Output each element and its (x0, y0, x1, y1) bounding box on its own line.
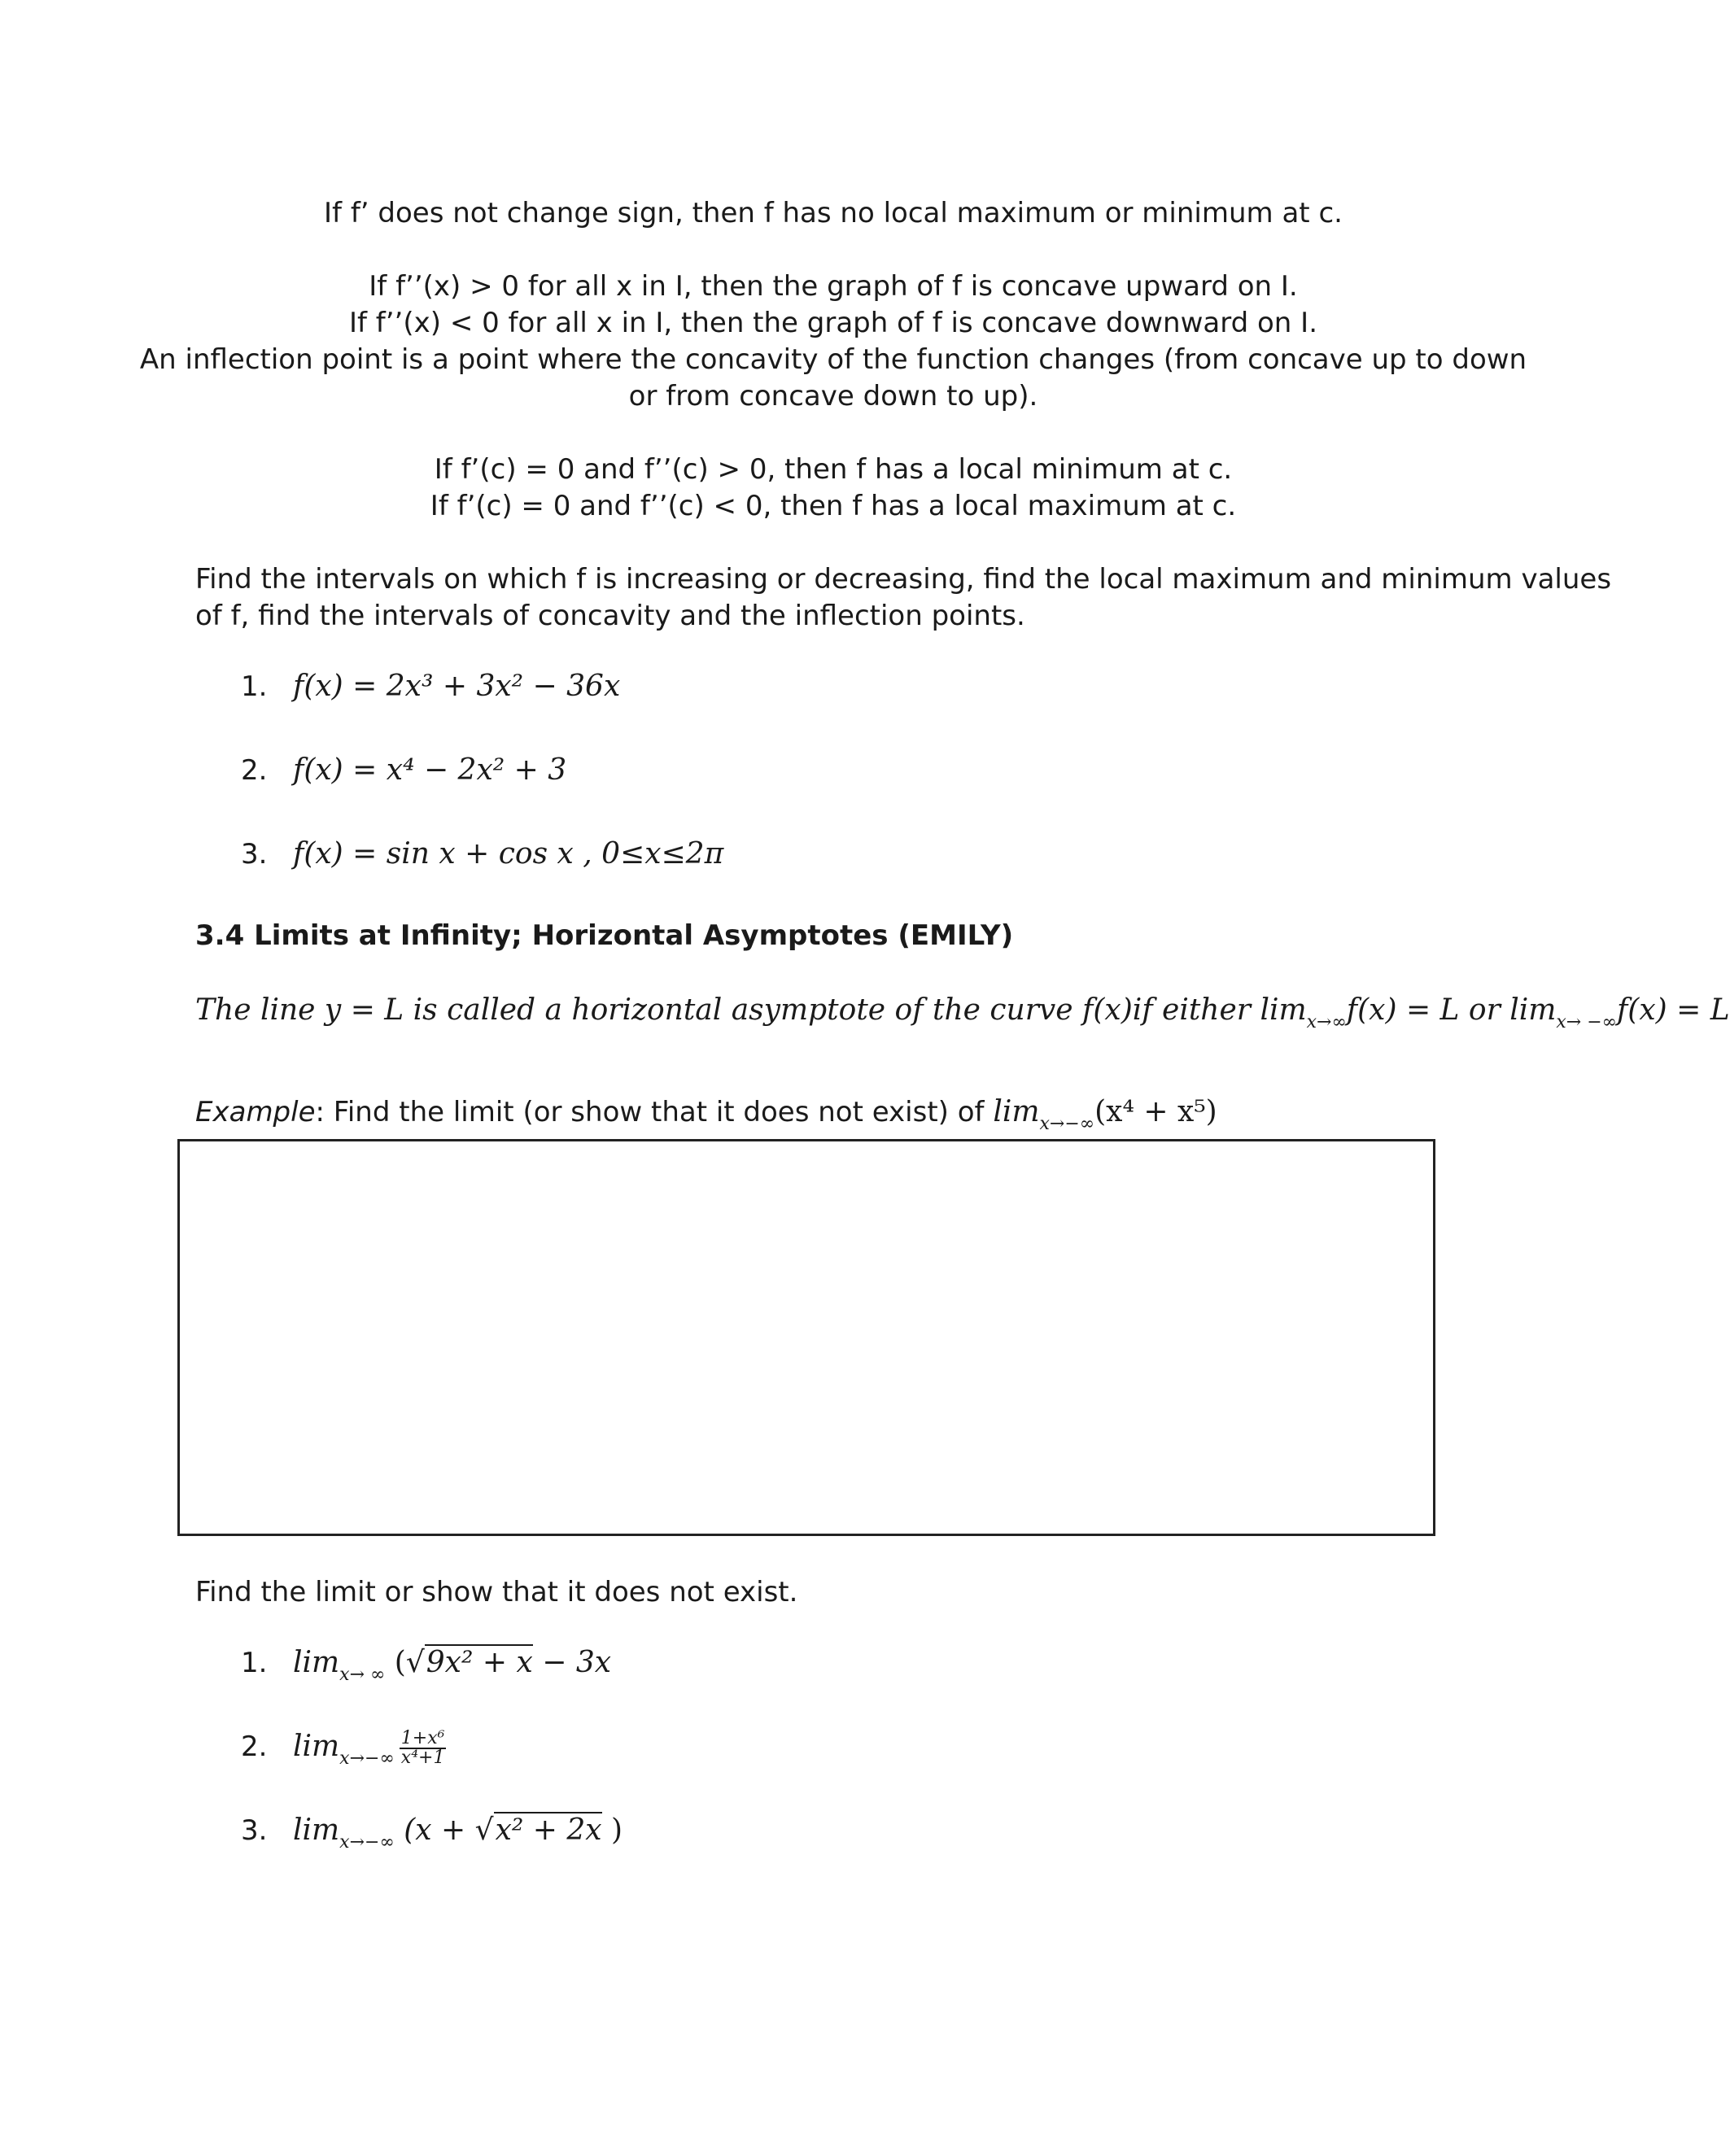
limit-word: lim (293, 1646, 340, 1679)
limit-subscript: x→−∞ (339, 1748, 395, 1769)
problem-expression: f(x) = x⁴ − 2x² + 3 (293, 753, 567, 787)
expression-tail: ) (601, 1813, 623, 1847)
definition-end: f(x) = L (1616, 993, 1730, 1027)
rule-inflection-line1: An inflection point is a point where the concavity of the function changes (from concave up to down (139, 343, 1527, 376)
task2-problem-2 (241, 1729, 446, 1777)
limit-subscript: x→−∞ (339, 1832, 395, 1853)
limit-subscript-neg-inf: x→ −∞ (1556, 1012, 1617, 1032)
task1-problem-1 (241, 669, 620, 705)
expression-tail: − 3x (532, 1646, 612, 1679)
fraction-denominator: x⁴+1 (400, 1748, 445, 1768)
rule-second-derivative-min: If f’(c) = 0 and f’’(c) > 0, then f has a local minimum at c. (434, 453, 1233, 486)
problem-number: 3. (241, 838, 268, 871)
definition-middle: f(x) = L or lim (1346, 993, 1557, 1027)
task1-problem-3 (241, 836, 723, 872)
limit-word: lim (293, 1730, 340, 1763)
asymptote-definition (0, 993, 1730, 1041)
example-limit-subscript: x→−∞ (1039, 1114, 1095, 1134)
task2-problem-1 (241, 1645, 611, 1693)
rule-concave-up: If f’’(x) > 0 for all x in I, then the graph of f is concave upward on I. (369, 270, 1298, 303)
radicand: 9x² + x (426, 1646, 533, 1679)
task2-instruction: Find the limit or show that it does not exist. (195, 1576, 798, 1608)
example-prompt (0, 1094, 1667, 1142)
problem-number: 1. (241, 1647, 268, 1679)
rule-concave-down: If f’’(x) < 0 for all x in I, then the graph of f is concave downward on I. (348, 307, 1318, 339)
rule-second-derivative-max: If f’(c) = 0 and f’’(c) < 0, then f has a local maximum at c. (430, 490, 1237, 522)
section-heading: 3.4 Limits at Infinity; Horizontal Asymptotes (EMILY) (195, 919, 1014, 952)
rule-no-sign-change: If f’ does not change sign, then f has no local maximum or minimum at c. (324, 197, 1343, 229)
task1-instruction-line1: Find the intervals on which f is increasing or decreasing, find the local maximum and minimum values (195, 563, 1612, 596)
sqrt-icon: (√ (394, 1646, 425, 1679)
limit-subscript-pos-inf: x→∞ (1306, 1012, 1347, 1032)
problem-number: 2. (241, 754, 268, 787)
task2-problem-3 (241, 1813, 623, 1861)
limit-subscript: x→ ∞ (339, 1665, 386, 1685)
problem-expression: f(x) = 2x³ + 3x² − 36x (293, 670, 621, 703)
example-expression: (x⁴ + x⁵) (1094, 1095, 1217, 1128)
task1-problem-2 (241, 753, 566, 788)
problem-expression (293, 1813, 623, 1853)
fraction-numerator: 1+x⁶ (400, 1728, 445, 1748)
expression-head: (x + √ (404, 1813, 494, 1847)
problem-number: 2. (241, 1730, 268, 1763)
rule-inflection-line2: or from concave down to up). (628, 380, 1038, 412)
task1-instruction-line2: of f, find the intervals of concavity and the inflection points. (195, 600, 1025, 632)
problem-expression (293, 1646, 612, 1685)
example-text: : Find the limit (or show that it does not exist) of (315, 1096, 994, 1128)
radicand: x² + 2x (495, 1813, 602, 1847)
example-limit: lim (993, 1095, 1040, 1128)
example-label: Example (195, 1096, 316, 1128)
problem-expression: f(x) = sin x + cos x , 0≤x≤2π (293, 837, 724, 871)
fraction (400, 1730, 447, 1767)
example-answer-box[interactable] (177, 1139, 1435, 1536)
problem-number: 3. (241, 1814, 268, 1847)
problem-number: 1. (241, 670, 268, 703)
definition-text: The line y = L is called a horizontal asymptote of the curve f(x)if either lim (195, 993, 1307, 1027)
problem-expression (293, 1728, 446, 1769)
limit-word: lim (293, 1813, 340, 1847)
